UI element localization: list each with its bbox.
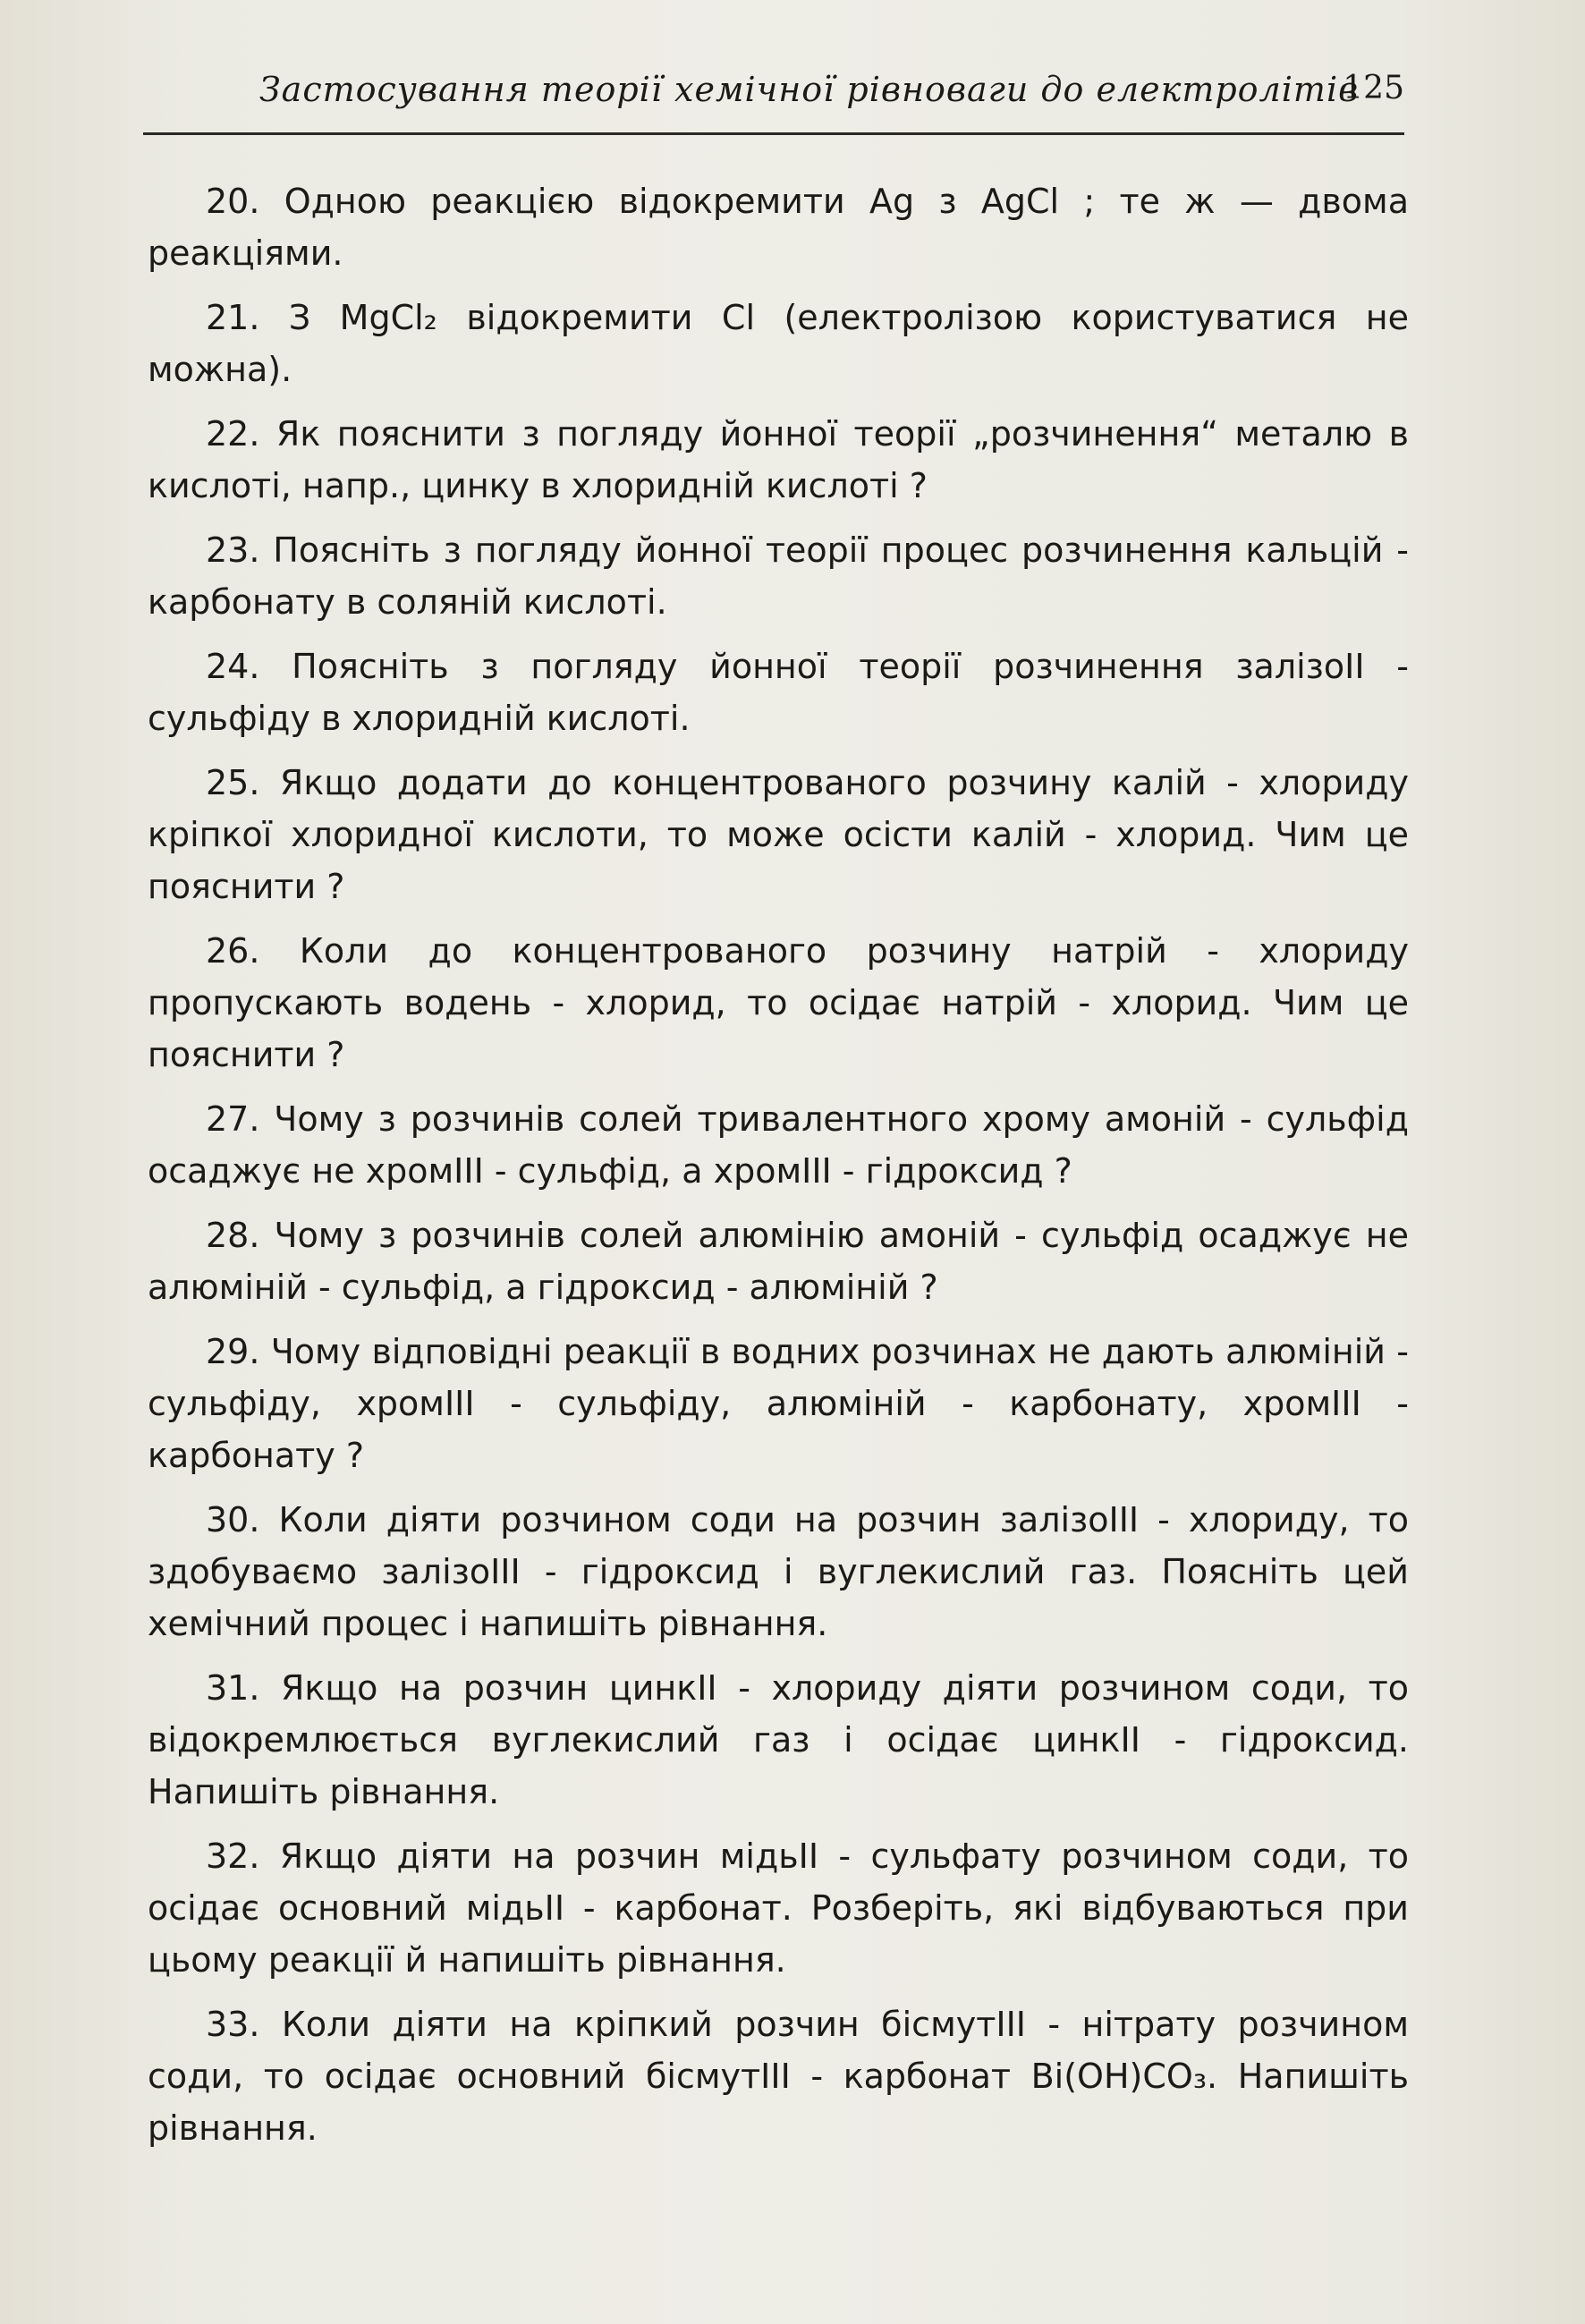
problem-27: 27. Чому з розчинів солей тривалентного хрому амоній - сульфід осаджує не хромIII - сульфід, а хромIII - гідроксид ?: [148, 1099, 1409, 1191]
problem-22: 22. Як пояснити з погляду йонної теорії „розчинення“ металю в кислоті, напр., цинку в хлоридній кислоті ?: [148, 414, 1409, 505]
problem-24: 24. Поясніть з погляду йонної теорії розчинення залізоII - сульфіду в хлоридній кислоті.: [148, 647, 1409, 738]
page-header: [259, 70, 1404, 132]
problem-20: 20. Одною реакцією відокремити Ag з AgCl ; те ж — двома реакціями.: [148, 182, 1409, 273]
problem-28: 28. Чому з розчинів солей алюмінію амоній - сульфід осаджує не алюміній - сульфід, а гідроксид - алюміній ?: [148, 1216, 1409, 1307]
header-rule: [143, 132, 1404, 135]
problem-33: 33. Коли діяти на кріпкий розчин бісмутIII - нітрату розчином соди, то осідає основний бісмутIII - карбонат Bi(OH)CO₃. Напишіть рівнання.: [148, 2005, 1409, 2148]
page-number: 125: [1343, 70, 1404, 106]
problem-21: 21. З MgCl₂ відокремити Cl (електролізою користуватися не можна).: [148, 298, 1409, 389]
problem-30: 30. Коли діяти розчином соди на розчин залізоIII - хлориду, то здобуваємо залізоIII - гідроксид і вуглекислий газ. Поясніть цей хемічний процес і напишіть рівнання.: [148, 1500, 1409, 1643]
problem-25: 25. Якщо додати до концентрованого розчину калій - хлориду кріпкої хлоридної кислоти, то може осісти калій - хлорид. Чим це пояснити ?: [148, 763, 1409, 906]
problem-list: [148, 175, 1409, 2167]
problem-26: 26. Коли до концентрованого розчину натрій - хлориду пропускають водень - хлорид, то осідає натрій - хлорид. Чим це пояснити ?: [148, 931, 1409, 1074]
problem-32: 32. Якщо діяти на розчин мідьII - сульфату розчином соди, то осідає основний мідьII - карбонат. Розберіть, які відбуваються при цьому реакції й напишіть рівнання.: [148, 1836, 1409, 1980]
problem-29: 29. Чому відповідні реакції в водних розчинах не дають алюміній - сульфіду, хромIII - сульфіду, алюміній - карбонату, хромIII - карбонату ?: [148, 1332, 1409, 1475]
running-title: Застосування теорії хемічної рівноваги до електролітів: [259, 70, 1360, 109]
problem-31: 31. Якщо на розчин цинкII - хлориду діяти розчином соди, то відокремлюється вуглекислий газ і осідає цинкII - гідроксид. Напишіть рівнання.: [148, 1668, 1409, 1811]
problem-23: 23. Поясніть з погляду йонної теорії процес розчинення кальцій - карбонату в соляній кислоті.: [148, 530, 1409, 622]
